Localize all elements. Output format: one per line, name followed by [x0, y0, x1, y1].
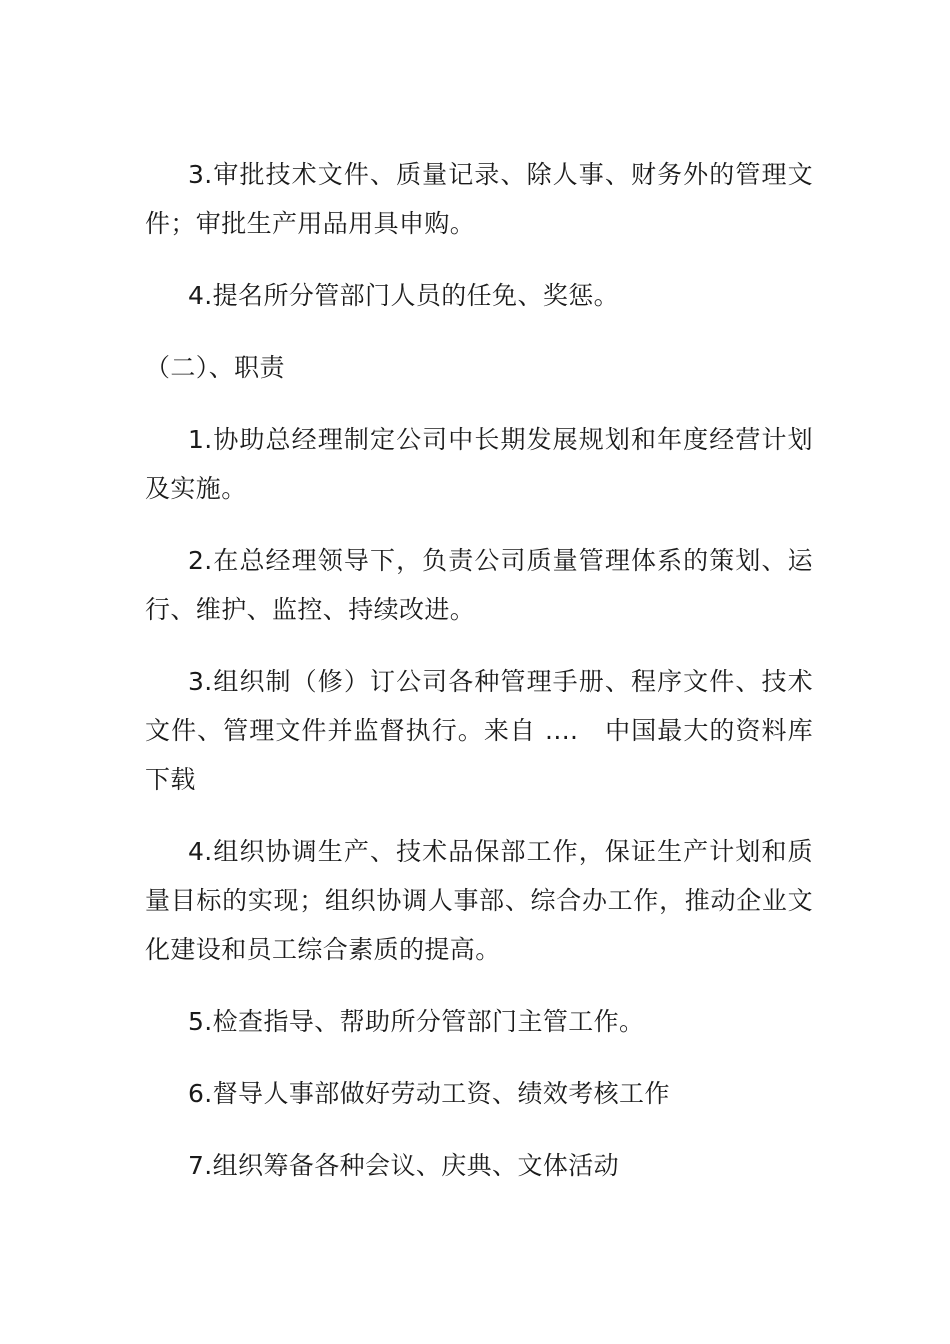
- paragraph-duty-4: 4.组织协调生产、技术品保部工作，保证生产计划和质量目标的实现；组织协调人事部、综合办工作，推动企业文化建设和员工综合素质的提高。: [145, 837, 813, 964]
- paragraph-nominate-personnel: 4.提名所分管部门人员的任免、奖惩。: [188, 281, 620, 310]
- document-body: [145, 150, 813, 1213]
- paragraph-approve-documents: 3.审批技术文件、质量记录、除人事、财务外的管理文件；审批生产用品用具申购。: [145, 160, 813, 238]
- paragraph-duty-1: 1.协助总经理制定公司中长期发展规划和年度经营计划及实施。: [145, 425, 813, 503]
- paragraph-duty-2: 2.在总经理领导下，负责公司质量管理体系的策划、运行、维护、监控、持续改进。: [145, 546, 813, 624]
- paragraph-duty-5: 5.检查指导、帮助所分管部门主管工作。: [188, 1007, 645, 1036]
- paragraph-duty-3: 3.组织制（修）订公司各种管理手册、程序文件、技术文件、管理文件并监督执行。来自 .... 中国最大的资料库下载: [145, 667, 813, 794]
- section-heading-duties: （二）、职责: [145, 353, 285, 382]
- paragraph-duty-6: 6.督导人事部做好劳动工资、绩效考核工作: [188, 1079, 670, 1108]
- paragraph-duty-7: 7.组织筹备各种会议、庆典、文体活动: [188, 1151, 620, 1180]
